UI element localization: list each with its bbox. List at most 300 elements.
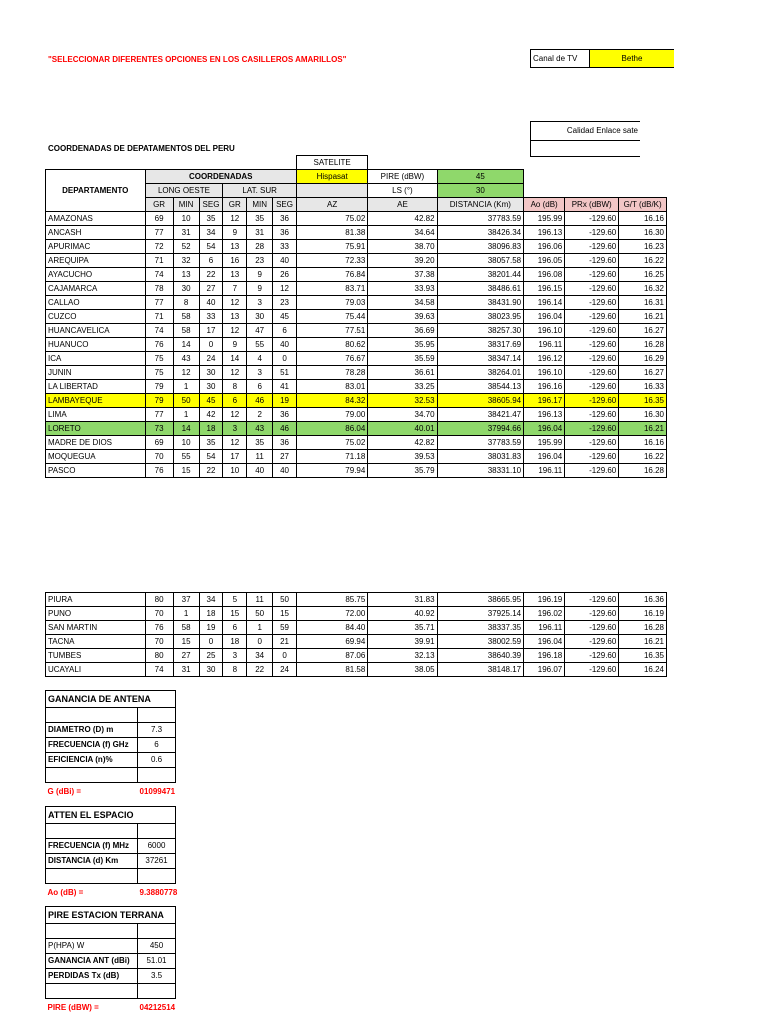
table-cell: 36 bbox=[273, 226, 297, 240]
table-cell: 38605.94 bbox=[437, 394, 524, 408]
table-cell: 38.70 bbox=[368, 240, 437, 254]
table-cell: -129.60 bbox=[565, 422, 619, 436]
table-cell: 35.59 bbox=[368, 352, 437, 366]
table-cell: 16.30 bbox=[619, 408, 667, 422]
department-cell: AREQUIPA bbox=[46, 254, 146, 268]
ganancia-ant-input[interactable]: 51.01 bbox=[138, 954, 176, 969]
table-cell: 16.16 bbox=[619, 212, 667, 226]
table-cell: 43 bbox=[247, 422, 273, 436]
table-row bbox=[46, 607, 667, 621]
table-cell: 36.69 bbox=[368, 324, 437, 338]
table-row bbox=[46, 649, 667, 663]
table-cell: 196.07 bbox=[524, 663, 565, 677]
eficiencia-label: EFICIENCIA (n)% bbox=[46, 753, 138, 768]
table-cell: 34.70 bbox=[368, 408, 437, 422]
table-cell: 39.63 bbox=[368, 310, 437, 324]
table-cell: 34.58 bbox=[368, 296, 437, 310]
table-cell: 6 bbox=[223, 621, 247, 635]
table-cell: 6 bbox=[247, 380, 273, 394]
table-cell: 16.35 bbox=[619, 649, 667, 663]
table-cell: 6 bbox=[273, 324, 297, 338]
table-cell: 40 bbox=[273, 338, 297, 352]
table-cell: 0 bbox=[273, 352, 297, 366]
col-gt: G/T (dB/K) bbox=[619, 198, 667, 212]
table-cell: 40 bbox=[273, 464, 297, 478]
perdidas-input[interactable]: 3.5 bbox=[138, 969, 176, 984]
table-cell: 38331.10 bbox=[437, 464, 524, 478]
table-cell: 38426.34 bbox=[437, 226, 524, 240]
satelite-select[interactable]: Hispasat bbox=[296, 170, 367, 184]
col-gr1: GR bbox=[145, 198, 173, 212]
table-cell: 0 bbox=[199, 635, 223, 649]
table-cell: 46 bbox=[273, 422, 297, 436]
table-cell: 37783.59 bbox=[437, 212, 524, 226]
table-row bbox=[46, 663, 667, 677]
table-cell: 24 bbox=[273, 663, 297, 677]
table-cell: 85.75 bbox=[296, 593, 367, 607]
table-cell: 46 bbox=[247, 394, 273, 408]
table-cell: 38.05 bbox=[368, 663, 437, 677]
table-cell: 16.27 bbox=[619, 324, 667, 338]
table-cell: -129.60 bbox=[565, 268, 619, 282]
table-cell: 77.51 bbox=[296, 324, 367, 338]
table-cell: 76.67 bbox=[296, 352, 367, 366]
table-cell: 30 bbox=[199, 663, 223, 677]
table-row bbox=[46, 366, 667, 380]
col-ao: Ao (dB) bbox=[524, 198, 565, 212]
table-cell: 38421.47 bbox=[437, 408, 524, 422]
table-row bbox=[46, 621, 667, 635]
table-cell: -129.60 bbox=[565, 394, 619, 408]
table-cell: 0 bbox=[273, 649, 297, 663]
table-cell: 70 bbox=[145, 635, 173, 649]
table-cell: 8 bbox=[223, 380, 247, 394]
canal-label: Canal de TV bbox=[531, 50, 590, 68]
table-cell: 6 bbox=[223, 394, 247, 408]
table-cell: 37.38 bbox=[368, 268, 437, 282]
table-cell: 16.35 bbox=[619, 394, 667, 408]
table-cell: -129.60 bbox=[565, 366, 619, 380]
table-cell: 71.18 bbox=[296, 450, 367, 464]
department-cell: CUZCO bbox=[46, 310, 146, 324]
table-cell: 15 bbox=[223, 607, 247, 621]
canal-select[interactable]: Bethe bbox=[590, 50, 675, 68]
col-seg2: SEG bbox=[273, 198, 297, 212]
table-cell: 35 bbox=[199, 436, 223, 450]
table-cell: 33 bbox=[273, 240, 297, 254]
table-cell: -129.60 bbox=[565, 254, 619, 268]
table-cell: 54 bbox=[199, 450, 223, 464]
coord-table-bottom bbox=[45, 592, 667, 677]
table-cell: 13 bbox=[223, 310, 247, 324]
table-cell: 16.21 bbox=[619, 635, 667, 649]
table-cell: 38096.83 bbox=[437, 240, 524, 254]
table-cell: 40 bbox=[199, 296, 223, 310]
distancia-label: DISTANCIA (d) Km bbox=[46, 854, 138, 869]
table-cell: 16.21 bbox=[619, 422, 667, 436]
table-cell: 31.83 bbox=[368, 593, 437, 607]
table-row bbox=[46, 268, 667, 282]
department-cell: ANCASH bbox=[46, 226, 146, 240]
table-cell: 70 bbox=[145, 450, 173, 464]
table-row bbox=[46, 296, 667, 310]
department-cell: APURIMAC bbox=[46, 240, 146, 254]
department-cell: LIMA bbox=[46, 408, 146, 422]
atten-result-value: 9.3880778 bbox=[139, 888, 178, 897]
table-cell: 75 bbox=[145, 352, 173, 366]
table-cell: 12 bbox=[223, 212, 247, 226]
table-cell: 84.32 bbox=[296, 394, 367, 408]
table-cell: 58 bbox=[173, 621, 199, 635]
table-cell: -129.60 bbox=[565, 663, 619, 677]
table-cell: 35.95 bbox=[368, 338, 437, 352]
table-cell: 79.94 bbox=[296, 464, 367, 478]
ganancia-table bbox=[45, 690, 176, 801]
table-cell: 16 bbox=[223, 254, 247, 268]
table-cell: 74 bbox=[145, 268, 173, 282]
department-cell: PASCO bbox=[46, 464, 146, 478]
table-cell: 8 bbox=[223, 663, 247, 677]
table-cell: 77 bbox=[145, 226, 173, 240]
table-cell: 80 bbox=[145, 593, 173, 607]
table-cell: -129.60 bbox=[565, 296, 619, 310]
table-cell: 58 bbox=[173, 324, 199, 338]
table-cell: 16.32 bbox=[619, 282, 667, 296]
table-cell: 30 bbox=[199, 366, 223, 380]
table-cell: 35 bbox=[247, 436, 273, 450]
col-gr2: GR bbox=[223, 198, 247, 212]
diametro-input[interactable]: 7.3 bbox=[138, 723, 176, 738]
table-cell: 12 bbox=[223, 296, 247, 310]
table-cell: 3 bbox=[223, 422, 247, 436]
department-cell: JUNIN bbox=[46, 366, 146, 380]
department-cell: ICA bbox=[46, 352, 146, 366]
table-cell: 16.33 bbox=[619, 380, 667, 394]
table-cell: 16.16 bbox=[619, 436, 667, 450]
table-cell: 196.18 bbox=[524, 649, 565, 663]
table-cell: -129.60 bbox=[565, 226, 619, 240]
table-cell: 35.71 bbox=[368, 621, 437, 635]
table-cell: -129.60 bbox=[565, 635, 619, 649]
department-cell: HUANCAVELICA bbox=[46, 324, 146, 338]
table-cell: -129.60 bbox=[565, 607, 619, 621]
table-cell: 75.44 bbox=[296, 310, 367, 324]
table-row bbox=[46, 450, 667, 464]
table-cell: 38057.58 bbox=[437, 254, 524, 268]
table-cell: -129.60 bbox=[565, 324, 619, 338]
table-cell: 36.61 bbox=[368, 366, 437, 380]
table-cell: 38665.95 bbox=[437, 593, 524, 607]
table-cell: 77 bbox=[145, 296, 173, 310]
table-cell: 41 bbox=[273, 380, 297, 394]
table-cell: 31 bbox=[247, 226, 273, 240]
table-cell: 16.24 bbox=[619, 663, 667, 677]
table-cell: 16.30 bbox=[619, 226, 667, 240]
table-cell: 195.99 bbox=[524, 436, 565, 450]
table-cell: 32.53 bbox=[368, 394, 437, 408]
p-hpa-input[interactable]: 450 bbox=[138, 939, 176, 954]
table-cell: 10 bbox=[173, 212, 199, 226]
table-cell: 16.19 bbox=[619, 607, 667, 621]
table-cell: 195.99 bbox=[524, 212, 565, 226]
table-cell: 54 bbox=[199, 240, 223, 254]
department-cell: LORETO bbox=[46, 422, 146, 436]
table-cell: 0 bbox=[247, 635, 273, 649]
table-cell: -129.60 bbox=[565, 212, 619, 226]
table-row bbox=[46, 394, 667, 408]
table-row bbox=[46, 352, 667, 366]
table-cell: 38002.59 bbox=[437, 635, 524, 649]
table-cell: 196.12 bbox=[524, 352, 565, 366]
table-cell: 69 bbox=[145, 212, 173, 226]
table-cell: 38201.44 bbox=[437, 268, 524, 282]
table-cell: 17 bbox=[223, 450, 247, 464]
table-cell: 35 bbox=[199, 212, 223, 226]
table-cell: 75.02 bbox=[296, 212, 367, 226]
eficiencia-input[interactable]: 0.6 bbox=[138, 753, 176, 768]
table-row bbox=[46, 380, 667, 394]
table-cell: 72.00 bbox=[296, 607, 367, 621]
table-cell: 9 bbox=[247, 282, 273, 296]
table-cell: 58 bbox=[173, 310, 199, 324]
table-cell: 33 bbox=[199, 310, 223, 324]
table-cell: 196.10 bbox=[524, 324, 565, 338]
table-cell: 3 bbox=[223, 649, 247, 663]
table-cell: 13 bbox=[173, 268, 199, 282]
table-cell: 40.92 bbox=[368, 607, 437, 621]
table-cell: 7 bbox=[223, 282, 247, 296]
table-cell: 33.25 bbox=[368, 380, 437, 394]
table-cell: 40.01 bbox=[368, 422, 437, 436]
department-cell: TACNA bbox=[46, 635, 146, 649]
table-cell: 14 bbox=[173, 422, 199, 436]
coordenadas-header: COORDENADAS bbox=[145, 170, 296, 184]
table-cell: -129.60 bbox=[565, 352, 619, 366]
table-cell: 26 bbox=[273, 268, 297, 282]
table-cell: 9 bbox=[223, 338, 247, 352]
table-cell: 69 bbox=[145, 436, 173, 450]
table-cell: 38264.01 bbox=[437, 366, 524, 380]
table-cell: 16.23 bbox=[619, 240, 667, 254]
table-cell: 38257.30 bbox=[437, 324, 524, 338]
table-cell: 3 bbox=[247, 296, 273, 310]
department-cell: LA LIBERTAD bbox=[46, 380, 146, 394]
table-cell: 36 bbox=[273, 408, 297, 422]
ls-input[interactable]: 30 bbox=[437, 184, 524, 198]
table-cell: 38337.35 bbox=[437, 621, 524, 635]
table-cell: 30 bbox=[199, 380, 223, 394]
departamento-header: DEPARTAMENTO bbox=[46, 184, 146, 198]
table-cell: 81.38 bbox=[296, 226, 367, 240]
table-cell: 38544.13 bbox=[437, 380, 524, 394]
table-cell: 16.21 bbox=[619, 310, 667, 324]
perdidas-label: PERDIDAS Tx (dB) bbox=[46, 969, 138, 984]
table-cell: 38023.95 bbox=[437, 310, 524, 324]
table-cell: 196.15 bbox=[524, 282, 565, 296]
table-cell: 18 bbox=[199, 607, 223, 621]
table-cell: 22 bbox=[199, 464, 223, 478]
table-cell: -129.60 bbox=[565, 621, 619, 635]
table-cell: 31 bbox=[173, 226, 199, 240]
table-cell: 2 bbox=[247, 408, 273, 422]
table-cell: 1 bbox=[173, 380, 199, 394]
table-cell: 27 bbox=[173, 649, 199, 663]
table-cell: 77 bbox=[145, 408, 173, 422]
table-cell: 32.13 bbox=[368, 649, 437, 663]
ganancia-title: GANANCIA DE ANTENA bbox=[46, 691, 176, 708]
canal-table bbox=[530, 49, 674, 68]
table-cell: 81.58 bbox=[296, 663, 367, 677]
table-cell: 34 bbox=[199, 593, 223, 607]
calidad-table bbox=[530, 121, 640, 157]
table-cell: 12 bbox=[173, 366, 199, 380]
table-cell: 83.71 bbox=[296, 282, 367, 296]
table-cell: 55 bbox=[247, 338, 273, 352]
table-cell: 12 bbox=[223, 408, 247, 422]
table-cell: 14 bbox=[173, 338, 199, 352]
table-cell: -129.60 bbox=[565, 310, 619, 324]
table-cell: 37783.59 bbox=[437, 436, 524, 450]
table-cell: 196.17 bbox=[524, 394, 565, 408]
table-cell: 22 bbox=[199, 268, 223, 282]
p-hpa-label: P(HPA) W bbox=[46, 939, 138, 954]
ganancia-ant-label: GANANCIA ANT (dBi) bbox=[46, 954, 138, 969]
table-cell: 196.14 bbox=[524, 296, 565, 310]
table-cell: 16.28 bbox=[619, 464, 667, 478]
table-cell: 196.06 bbox=[524, 240, 565, 254]
frecuencia-ghz-input[interactable]: 6 bbox=[138, 738, 176, 753]
table-cell: -129.60 bbox=[565, 450, 619, 464]
table-cell: 30 bbox=[173, 282, 199, 296]
table-cell: 13 bbox=[223, 240, 247, 254]
table-cell: 27 bbox=[199, 282, 223, 296]
table-cell: 78.28 bbox=[296, 366, 367, 380]
table-cell: 86.04 bbox=[296, 422, 367, 436]
table-cell: 43 bbox=[173, 352, 199, 366]
table-cell: 196.08 bbox=[524, 268, 565, 282]
table-cell: 38486.61 bbox=[437, 282, 524, 296]
table-cell: 15 bbox=[173, 464, 199, 478]
table-cell: -129.60 bbox=[565, 464, 619, 478]
department-cell: AYACUCHO bbox=[46, 268, 146, 282]
col-seg1: SEG bbox=[199, 198, 223, 212]
table-cell: 34 bbox=[199, 226, 223, 240]
table-cell: 15 bbox=[173, 635, 199, 649]
pire-title: PIRE ESTACION TERRANA bbox=[46, 907, 176, 924]
table-row bbox=[46, 464, 667, 478]
col-ae: AE bbox=[368, 198, 437, 212]
table-row bbox=[46, 436, 667, 450]
department-cell: UCAYALI bbox=[46, 663, 146, 677]
table-cell: 12 bbox=[273, 282, 297, 296]
table-cell: 16.28 bbox=[619, 338, 667, 352]
instruction-note: "SELECCIONAR DIFERENTES OPCIONES EN LOS CASILLEROS AMARILLOS" bbox=[48, 55, 347, 64]
table-cell: 87.06 bbox=[296, 649, 367, 663]
table-cell: 80.62 bbox=[296, 338, 367, 352]
table-cell: 4 bbox=[247, 352, 273, 366]
department-cell: LAMBAYEQUE bbox=[46, 394, 146, 408]
table-cell: 72.33 bbox=[296, 254, 367, 268]
table-cell: 16.22 bbox=[619, 254, 667, 268]
table-cell: 45 bbox=[273, 310, 297, 324]
frecuencia-mhz-input[interactable]: 6000 bbox=[138, 839, 176, 854]
table-cell: 5 bbox=[223, 593, 247, 607]
table-row bbox=[46, 635, 667, 649]
pire-label: PIRE (dBW) bbox=[368, 170, 437, 184]
coord-title: COORDENADAS DE DEPATAMENTOS DEL PERU bbox=[48, 144, 235, 153]
pire-input[interactable]: 45 bbox=[437, 170, 524, 184]
table-cell: 75.02 bbox=[296, 436, 367, 450]
table-cell: 13 bbox=[223, 268, 247, 282]
table-cell: 196.11 bbox=[524, 621, 565, 635]
department-cell: MOQUEGUA bbox=[46, 450, 146, 464]
table-cell: 38347.14 bbox=[437, 352, 524, 366]
table-cell: 196.13 bbox=[524, 408, 565, 422]
table-cell: 16.29 bbox=[619, 352, 667, 366]
table-cell: 84.40 bbox=[296, 621, 367, 635]
table-cell: 23 bbox=[247, 254, 273, 268]
table-cell: 12 bbox=[223, 436, 247, 450]
table-cell: 196.04 bbox=[524, 310, 565, 324]
table-row bbox=[46, 422, 667, 436]
table-row bbox=[46, 226, 667, 240]
department-cell: CALLAO bbox=[46, 296, 146, 310]
table-row bbox=[46, 212, 667, 226]
table-row bbox=[46, 240, 667, 254]
table-cell: 196.11 bbox=[524, 464, 565, 478]
table-cell: 38148.17 bbox=[437, 663, 524, 677]
table-cell: 76 bbox=[145, 338, 173, 352]
table-cell: 16.27 bbox=[619, 366, 667, 380]
col-min1: MIN bbox=[173, 198, 199, 212]
table-cell: 69.94 bbox=[296, 635, 367, 649]
lat-sur-header: LAT. SUR bbox=[223, 184, 297, 198]
table-cell: 71 bbox=[145, 254, 173, 268]
table-cell: 8 bbox=[173, 296, 199, 310]
table-cell: 36 bbox=[273, 436, 297, 450]
table-cell: -129.60 bbox=[565, 649, 619, 663]
department-cell: TUMBES bbox=[46, 649, 146, 663]
table-cell: 79.03 bbox=[296, 296, 367, 310]
table-cell: 42.82 bbox=[368, 436, 437, 450]
table-cell: 79 bbox=[145, 394, 173, 408]
col-prx: PRx (dBW) bbox=[565, 198, 619, 212]
table-cell: 24 bbox=[199, 352, 223, 366]
department-cell: AMAZONAS bbox=[46, 212, 146, 226]
table-cell: 74 bbox=[145, 663, 173, 677]
atten-title: ATTEN EL ESPACIO bbox=[46, 807, 176, 824]
table-cell: 16.28 bbox=[619, 621, 667, 635]
distancia-input[interactable]: 37261 bbox=[138, 854, 176, 869]
table-cell: 19 bbox=[199, 621, 223, 635]
satelite-header: SATELITE bbox=[296, 156, 367, 170]
table-cell: 39.91 bbox=[368, 635, 437, 649]
table-cell: 36 bbox=[273, 212, 297, 226]
table-cell: 22 bbox=[247, 663, 273, 677]
table-cell: 10 bbox=[173, 436, 199, 450]
table-cell: 47 bbox=[247, 324, 273, 338]
table-cell: 30 bbox=[247, 310, 273, 324]
table-cell: 72 bbox=[145, 240, 173, 254]
pire-table bbox=[45, 906, 176, 1017]
table-row bbox=[46, 282, 667, 296]
table-cell: 79.00 bbox=[296, 408, 367, 422]
table-row bbox=[46, 408, 667, 422]
table-cell: 27 bbox=[273, 450, 297, 464]
department-cell: HUANUCO bbox=[46, 338, 146, 352]
table-cell: 51 bbox=[273, 366, 297, 380]
table-cell: 37 bbox=[173, 593, 199, 607]
